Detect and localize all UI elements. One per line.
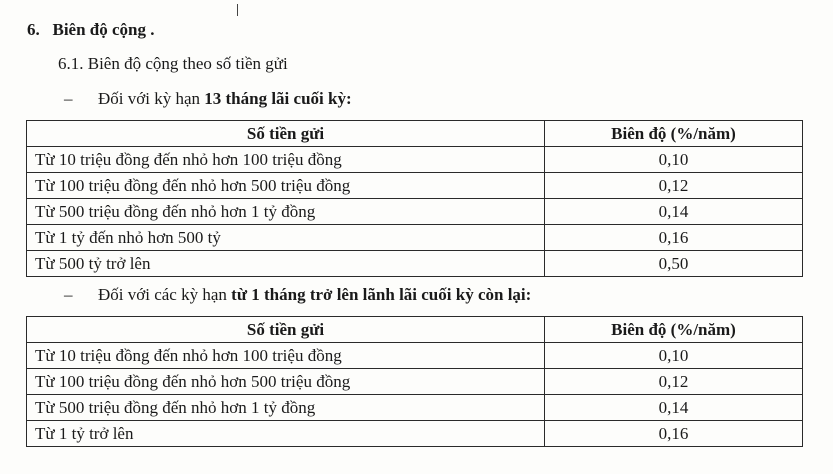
- header-rate: Biên độ (%/năm): [545, 121, 803, 147]
- bullet-prefix: Đối với các kỳ hạn: [98, 285, 232, 304]
- subsection-number: 6.1.: [58, 54, 84, 73]
- table-row: [27, 251, 803, 277]
- table-row: [27, 395, 803, 421]
- table-row: [27, 173, 803, 199]
- bullet-term-other: [64, 285, 531, 305]
- table-header-row: [27, 317, 803, 343]
- cell-rate: 0,14: [545, 395, 803, 421]
- header-rate: Biên độ (%/năm): [545, 317, 803, 343]
- cell-amount: Từ 500 triệu đồng đến nhỏ hơn 1 tỷ đồng: [27, 199, 545, 225]
- rate-table-13-months: [26, 120, 803, 277]
- subsection-heading: [58, 54, 288, 74]
- cell-amount: Từ 500 triệu đồng đến nhỏ hơn 1 tỷ đồng: [27, 395, 545, 421]
- cell-rate: 0,10: [545, 343, 803, 369]
- subsection-title-text: Biên độ cộng theo số tiền gửi: [87, 54, 288, 73]
- cell-rate: 0,50: [545, 251, 803, 277]
- section-title-text: Biên độ cộng .: [52, 20, 155, 39]
- table-header-row: [27, 121, 803, 147]
- rate-table-other-terms: [26, 316, 803, 447]
- table-row: [27, 199, 803, 225]
- cell-rate: 0,14: [545, 199, 803, 225]
- header-amount: Số tiền gửi: [27, 317, 545, 343]
- bullet-bold-text: 13 tháng lãi cuối kỳ:: [204, 89, 352, 108]
- header-amount: Số tiền gửi: [27, 121, 545, 147]
- bullet-bold-text: từ 1 tháng trở lên lãnh lãi cuối kỳ còn lại:: [231, 285, 532, 304]
- cell-amount: Từ 1 tỷ trở lên: [27, 421, 545, 447]
- table-row: [27, 343, 803, 369]
- bullet-prefix: Đối với kỳ hạn: [98, 89, 205, 108]
- section-heading: [27, 20, 155, 40]
- section-number: 6.: [27, 20, 40, 39]
- cell-rate: 0,16: [545, 421, 803, 447]
- cell-rate: 0,12: [545, 173, 803, 199]
- cell-amount: Từ 500 tỷ trở lên: [27, 251, 545, 277]
- scan-tick-mark: [237, 4, 238, 16]
- cell-amount: Từ 100 triệu đồng đến nhỏ hơn 500 triệu đồng: [27, 369, 545, 395]
- cell-rate: 0,16: [545, 225, 803, 251]
- bullet-dash: –: [64, 89, 73, 108]
- cell-amount: Từ 100 triệu đồng đến nhỏ hơn 500 triệu đồng: [27, 173, 545, 199]
- table-row: [27, 225, 803, 251]
- bullet-term-13-months: [64, 89, 352, 109]
- cell-rate: 0,10: [545, 147, 803, 173]
- cell-amount: Từ 1 tỷ đến nhỏ hơn 500 tỷ: [27, 225, 545, 251]
- bullet-dash: –: [64, 285, 73, 304]
- cell-amount: Từ 10 triệu đồng đến nhỏ hơn 100 triệu đồng: [27, 147, 545, 173]
- cell-rate: 0,12: [545, 369, 803, 395]
- table-row: [27, 369, 803, 395]
- cell-amount: Từ 10 triệu đồng đến nhỏ hơn 100 triệu đồng: [27, 343, 545, 369]
- table-row: [27, 147, 803, 173]
- table-row: [27, 421, 803, 447]
